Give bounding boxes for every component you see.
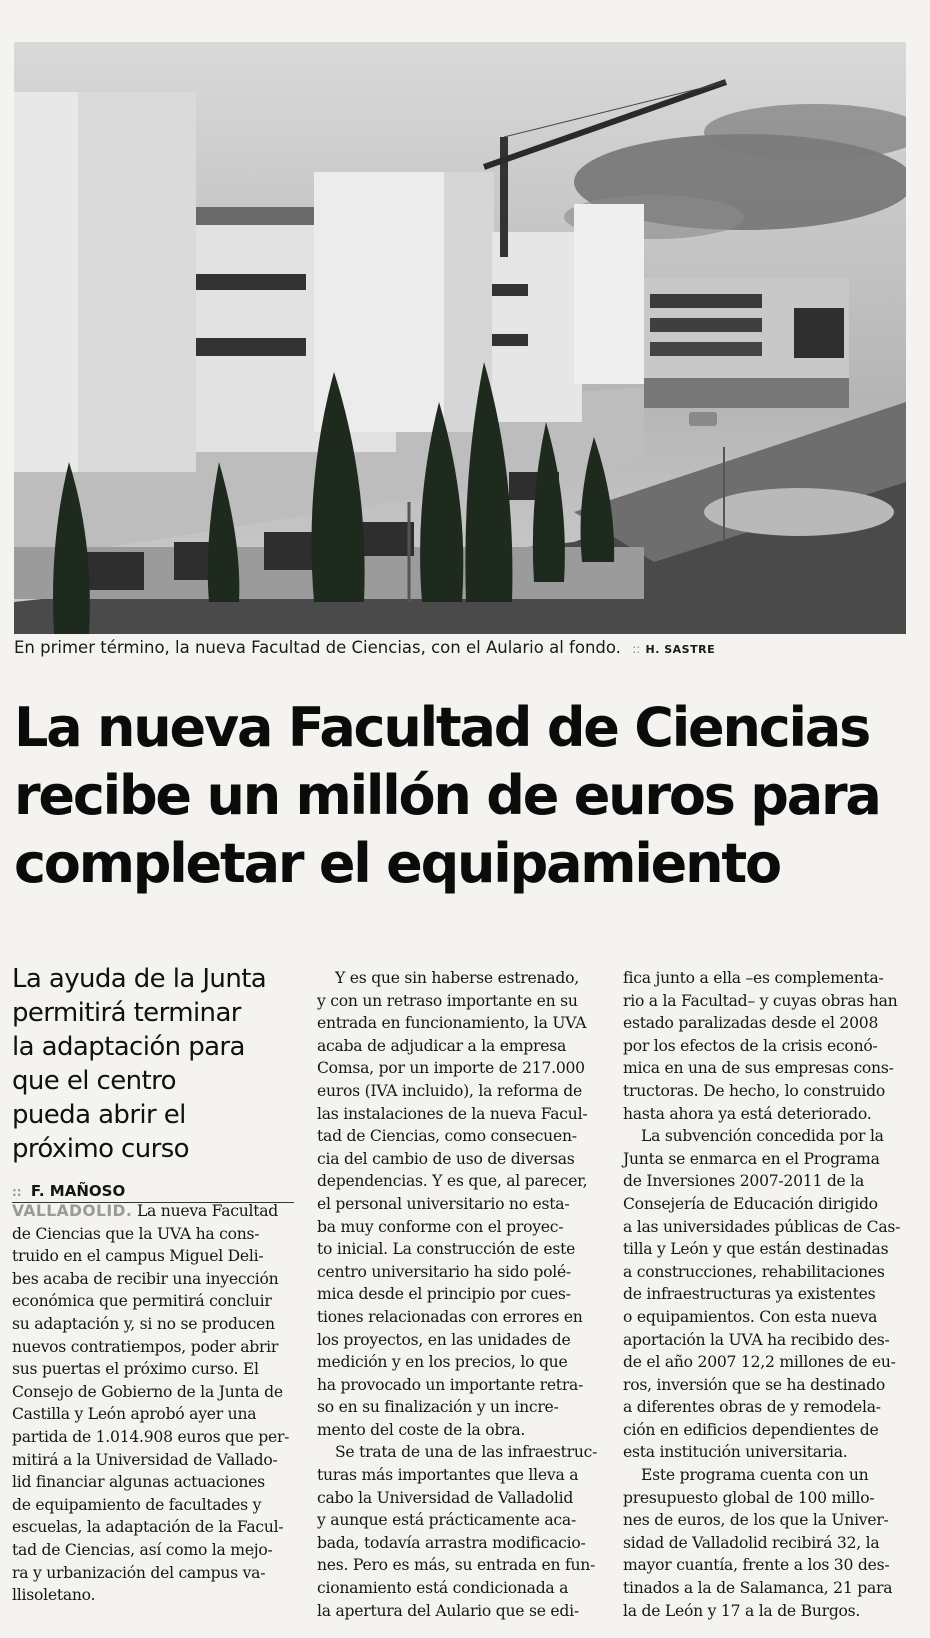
photo-caption bbox=[14, 638, 914, 657]
subhead-line: que el centro bbox=[12, 1066, 176, 1096]
subhead-line: La ayuda de la Junta bbox=[12, 964, 267, 994]
column-line: Junta se enmarca en el Programa bbox=[623, 1149, 880, 1168]
column-line: ba muy conforme con el proyec- bbox=[317, 1217, 564, 1236]
column-line: económica que permitirá concluir bbox=[12, 1292, 272, 1311]
column-line: sidad de Valladolid recibirá 32, la bbox=[623, 1533, 880, 1552]
column-line: ha provocado un importante retra- bbox=[317, 1375, 584, 1394]
article-column-3 bbox=[623, 967, 913, 1622]
column-line: mento del coste de la obra. bbox=[317, 1420, 526, 1439]
column-line: Castilla y León aprobó ayer una bbox=[12, 1405, 257, 1424]
column-line: nes. Pero es más, su entrada en fun- bbox=[317, 1556, 596, 1575]
column-line: tad de Ciencias, así como la mejo- bbox=[12, 1540, 273, 1559]
column-line: bes acaba de recibir una inyección bbox=[12, 1269, 279, 1288]
column-line: mica desde el principio por cues- bbox=[317, 1285, 571, 1304]
column-line: por los efectos de la crisis econó- bbox=[623, 1036, 878, 1055]
column-line: rio a la Facultad– y cuyas obras han bbox=[623, 991, 898, 1010]
column-line: y con un retraso importante en su bbox=[317, 991, 578, 1010]
article-column-2 bbox=[317, 967, 603, 1622]
column-line: ra y urbanización del campus va- bbox=[12, 1563, 266, 1582]
column-line: o equipamientos. Con esta nueva bbox=[623, 1307, 878, 1326]
headline-line: La nueva Facultad de Ciencias bbox=[14, 696, 870, 759]
column-line: nes de euros, de los que la Univer- bbox=[623, 1511, 889, 1530]
column-line: to inicial. La construcción de este bbox=[317, 1240, 576, 1259]
column-line: euros (IVA incluido), la reforma de bbox=[317, 1081, 582, 1100]
article-column-1 bbox=[12, 1200, 298, 1607]
column-line: ción en edificios dependientes de bbox=[623, 1420, 879, 1439]
column-line: partida de 1.014.908 euros que per- bbox=[12, 1427, 290, 1446]
column-line: tiones relacionadas con errores en bbox=[317, 1307, 583, 1326]
column-line: tinados a la de Salamanca, 21 para bbox=[623, 1579, 893, 1598]
column-line: fica junto a ella –es complementa- bbox=[623, 969, 884, 987]
column-line: la de León y 17 a la de Burgos. bbox=[623, 1601, 861, 1620]
column-line: Consejería de Educación dirigido bbox=[623, 1194, 878, 1213]
photo-credit: H. SASTRE bbox=[645, 643, 716, 656]
column-line: entrada en funcionamiento, la UVA bbox=[317, 1014, 587, 1033]
column-line: de infraestructuras ya existentes bbox=[623, 1285, 876, 1304]
subhead-line: permitirá terminar bbox=[12, 998, 241, 1028]
column-line: lid financiar algunas actuaciones bbox=[12, 1473, 265, 1492]
subhead-line: próximo curso bbox=[12, 1134, 189, 1164]
column-line: tad de Ciencias, como consecuen- bbox=[317, 1127, 577, 1146]
column-line: de equipamiento de facultades y bbox=[12, 1495, 262, 1514]
column-line bbox=[12, 1200, 298, 1223]
column-line: su adaptación y, si no se producen bbox=[12, 1314, 275, 1333]
byline-marker: :: bbox=[12, 1185, 22, 1199]
column-line: centro universitario ha sido polé- bbox=[317, 1262, 571, 1281]
caption-text: En primer término, la nueva Facultad de Ciencias, con el Aulario al fondo. bbox=[14, 638, 621, 657]
news-photo bbox=[14, 42, 906, 634]
column-line: de Ciencias que la UVA ha cons- bbox=[12, 1224, 260, 1243]
column-line: a diferentes obras de y remodela- bbox=[623, 1398, 881, 1417]
column-line: presupuesto global de 100 millo- bbox=[623, 1488, 875, 1507]
column-line: mica en una de sus empresas cons- bbox=[623, 1059, 894, 1078]
headline bbox=[14, 694, 918, 898]
column-line: ros, inversión que se ha destinado bbox=[623, 1375, 886, 1394]
subheadline bbox=[12, 962, 294, 1166]
column-line: la apertura del Aulario que se edi- bbox=[317, 1601, 579, 1620]
column-line: acaba de adjudicar a la empresa bbox=[317, 1036, 567, 1055]
column-line: Se trata de una de las infraestruc- bbox=[335, 1443, 598, 1462]
column-line: llisoletano. bbox=[12, 1586, 96, 1605]
column-line: a construcciones, rehabilitaciones bbox=[623, 1262, 885, 1281]
column-line: tructoras. De hecho, lo construido bbox=[623, 1081, 885, 1100]
column-line: Consejo de Gobierno de la Junta de bbox=[12, 1382, 283, 1401]
column-line: escuelas, la adaptación de la Facul- bbox=[12, 1518, 284, 1537]
column-line: las instalaciones de la nueva Facul- bbox=[317, 1104, 588, 1123]
column-line: dependencias. Y es que, al parecer, bbox=[317, 1172, 588, 1191]
column-line: nuevos contratiempos, poder abrir bbox=[12, 1337, 279, 1356]
column-line: hasta ahora ya está deteriorado. bbox=[623, 1104, 872, 1123]
column-line: turas más importantes que lleva a bbox=[317, 1466, 579, 1485]
column-line: a las universidades públicas de Cas- bbox=[623, 1217, 901, 1236]
column-line: Y es que sin haberse estrenado, bbox=[335, 969, 579, 987]
column-line: de el año 2007 12,2 millones de eu- bbox=[623, 1353, 896, 1372]
column-line: tilla y León y que están destinadas bbox=[623, 1240, 889, 1259]
column-line: aportación la UVA ha recibido des- bbox=[623, 1330, 890, 1349]
column-line: mayor cuantía, frente a los 30 des- bbox=[623, 1556, 890, 1575]
dateline: VALLADOLID. bbox=[12, 1202, 133, 1220]
column-line: sus puertas el próximo curso. El bbox=[12, 1360, 259, 1379]
column-line: Comsa, por un importe de 217.000 bbox=[317, 1059, 585, 1078]
column-line: bada, todavía arrastra modificacio- bbox=[317, 1533, 586, 1552]
building-photo-illustration bbox=[14, 42, 906, 634]
column-line: cia del cambio de uso de diversas bbox=[317, 1149, 575, 1168]
column-line: La subvención concedida por la bbox=[641, 1127, 884, 1146]
column-line: estado paralizadas desde el 2008 bbox=[623, 1014, 879, 1033]
column-line: los proyectos, en las unidades de bbox=[317, 1330, 571, 1349]
column-line: cabo la Universidad de Valladolid bbox=[317, 1488, 574, 1507]
column-line: y aunque está prácticamente aca- bbox=[317, 1511, 576, 1530]
subhead-line: la adaptación para bbox=[12, 1032, 245, 1062]
column-line: Este programa cuenta con un bbox=[641, 1466, 869, 1485]
column-line: medición y en los precios, lo que bbox=[317, 1353, 568, 1372]
headline-line: recibe un millón de euros para bbox=[14, 764, 880, 827]
column-line: so en su finalización y un incre- bbox=[317, 1398, 559, 1417]
column-line: truido en el campus Miguel Deli- bbox=[12, 1247, 264, 1266]
byline-author: F. MAÑOSO bbox=[30, 1182, 126, 1200]
column-line: de Inversiones 2007-2011 de la bbox=[623, 1172, 865, 1191]
column-line: el personal universitario no esta- bbox=[317, 1194, 570, 1213]
headline-line: completar el equipamiento bbox=[14, 832, 780, 895]
credit-marker: :: bbox=[632, 642, 641, 656]
column-first-line: La nueva Facultad bbox=[132, 1202, 279, 1220]
column-line: esta institución universitaria. bbox=[623, 1443, 848, 1462]
column-line: mitirá a la Universidad de Vallado- bbox=[12, 1450, 278, 1469]
column-line: cionamiento está condicionada a bbox=[317, 1579, 569, 1598]
subhead-line: pueda abrir el bbox=[12, 1100, 186, 1130]
